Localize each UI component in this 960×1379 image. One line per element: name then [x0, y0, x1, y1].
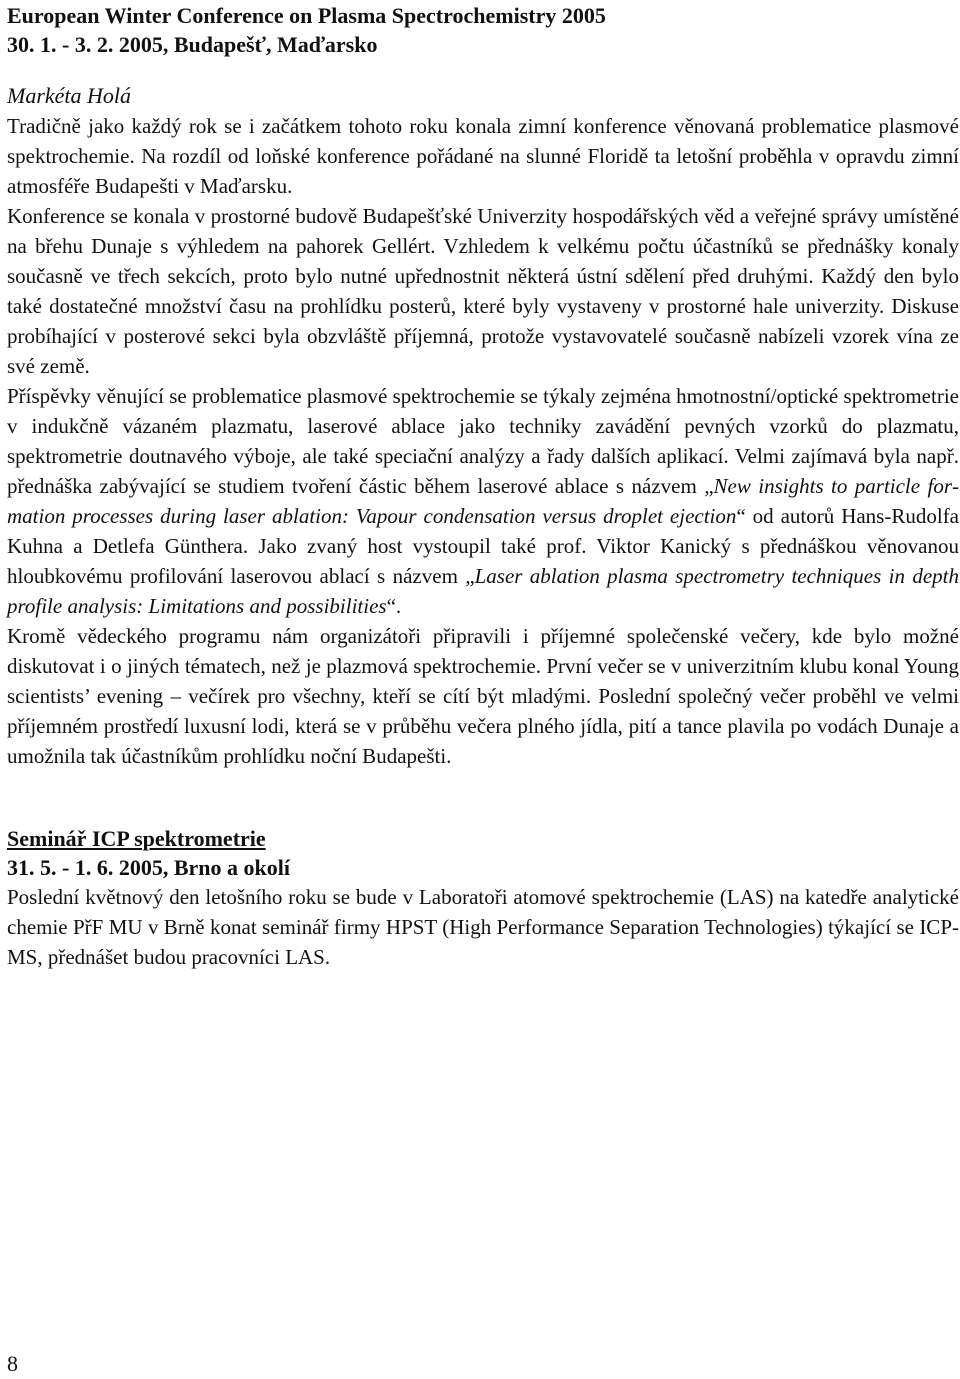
lecture-title-new-insights: New insights to particle formation processes during laser ablation: Vapour condensation versus droplet ejection [7, 474, 960, 528]
seminar-date-place: 31. 5. - 1. 6. 2005, Brno a okolí [7, 855, 290, 880]
article-paragraph-3 [7, 381, 959, 621]
seminar-paragraph: Poslední květnový den letošního roku se bude v Laboratoři atomové spektrochemie (LAS) na katedře analytické chemie PřF MU v Brně konat seminář firmy HPST (High Performance Separation Technologies) týkající se ICP-MS, přednášet budou pracovníci LAS. [7, 885, 959, 969]
article-title: European Winter Conference on Plasma Spectrochemistry 2005 [7, 3, 606, 28]
seminar-title: Seminář ICP spektrometrie [7, 826, 266, 851]
lecture-title-laser-ablation: Laser ablation plasma spectrometry techniques in depth profile analysis: Limitations and possibilities [7, 564, 959, 618]
paragraph-3-text-a: Příspěvky věnující se problematice plasmové spektrochemie se týkaly zejména hmotnostní/optické spektrometrie v indukčně vázaném plazmatu, laserové ablace jako techniky zavádění pevných vzorků do plazmatu, spektrometrie doutnavého výboje, ale také speciační analýzy a řady dalších aplikací. Velmi zajímavá byla např. přednáška zabývající se studiem tvoření částic během laserové ablace s názvem „ [7, 384, 959, 498]
article-paragraph-1: Tradičně jako každý rok se i začátkem tohoto roku konala zimní konference věnovaná problematice plasmové spektrochemie. Na rozdíl od loňské konference pořádané na slunné Floridě ta letošní proběhla v opravdu zimní atmosféře Budapešti v Maďarsku. [7, 114, 959, 198]
article-date-place: 30. 1. - 3. 2. 2005, Budapešť, Maďarsko [7, 32, 378, 57]
paragraph-3-text-b: “ od autorů Hans-Rudolfa Kuhna a Detlefa Günthera. Jako zvaný host vystoupil také prof. Viktor Kanický s přednáškou věnovanou hloubkovému profilování laserovou ablací s názvem „ [7, 504, 960, 588]
article-paragraph-4: Kromě vědeckého programu nám organizátoři připravili i příjemné společenské večery, kde bylo možné diskutovat i o jiných tématech, než je plazmová spektrochemie. První večer se v univerzitním klubu konal Young scientists’ evening – večírek pro všechny, kteří se cítí být mladými. Poslední společný večer proběhl ve velmi příjemném prostředí luxusní lodi, která se v průběhu večera plného jídla, pití a tance plavila po vodách Dunaje a umožnila tak účastníkům prohlídku noční Budapešti. [7, 624, 959, 768]
page-number: 8 [7, 1351, 18, 1376]
document-page [7, 0, 959, 972]
paragraph-3-text-c: “. [386, 594, 402, 618]
article-paragraph-2: Konference se konala v prostorné budově Budapešťské Univerzity hospodářských věd a veřejné správy umístěné na břehu Dunaje s výhledem na pahorek Gellért. Vzhledem k velkému počtu účastníků se přednášky konaly současně ve třech sekcích, proto bylo nutné upřednostnit některá ústní sdělení před druhými. Každý den bylo také dostatečné množství času na prohlídku posterů, které byly vystaveny v prostorné hale univerzity. Diskuse probíhající v posterové sekci byla obzvláště příjemná, protože vystavovatelé současně nabízeli vzorek vína ze své země. [7, 204, 959, 378]
article-author: Markéta Holá [7, 83, 132, 108]
